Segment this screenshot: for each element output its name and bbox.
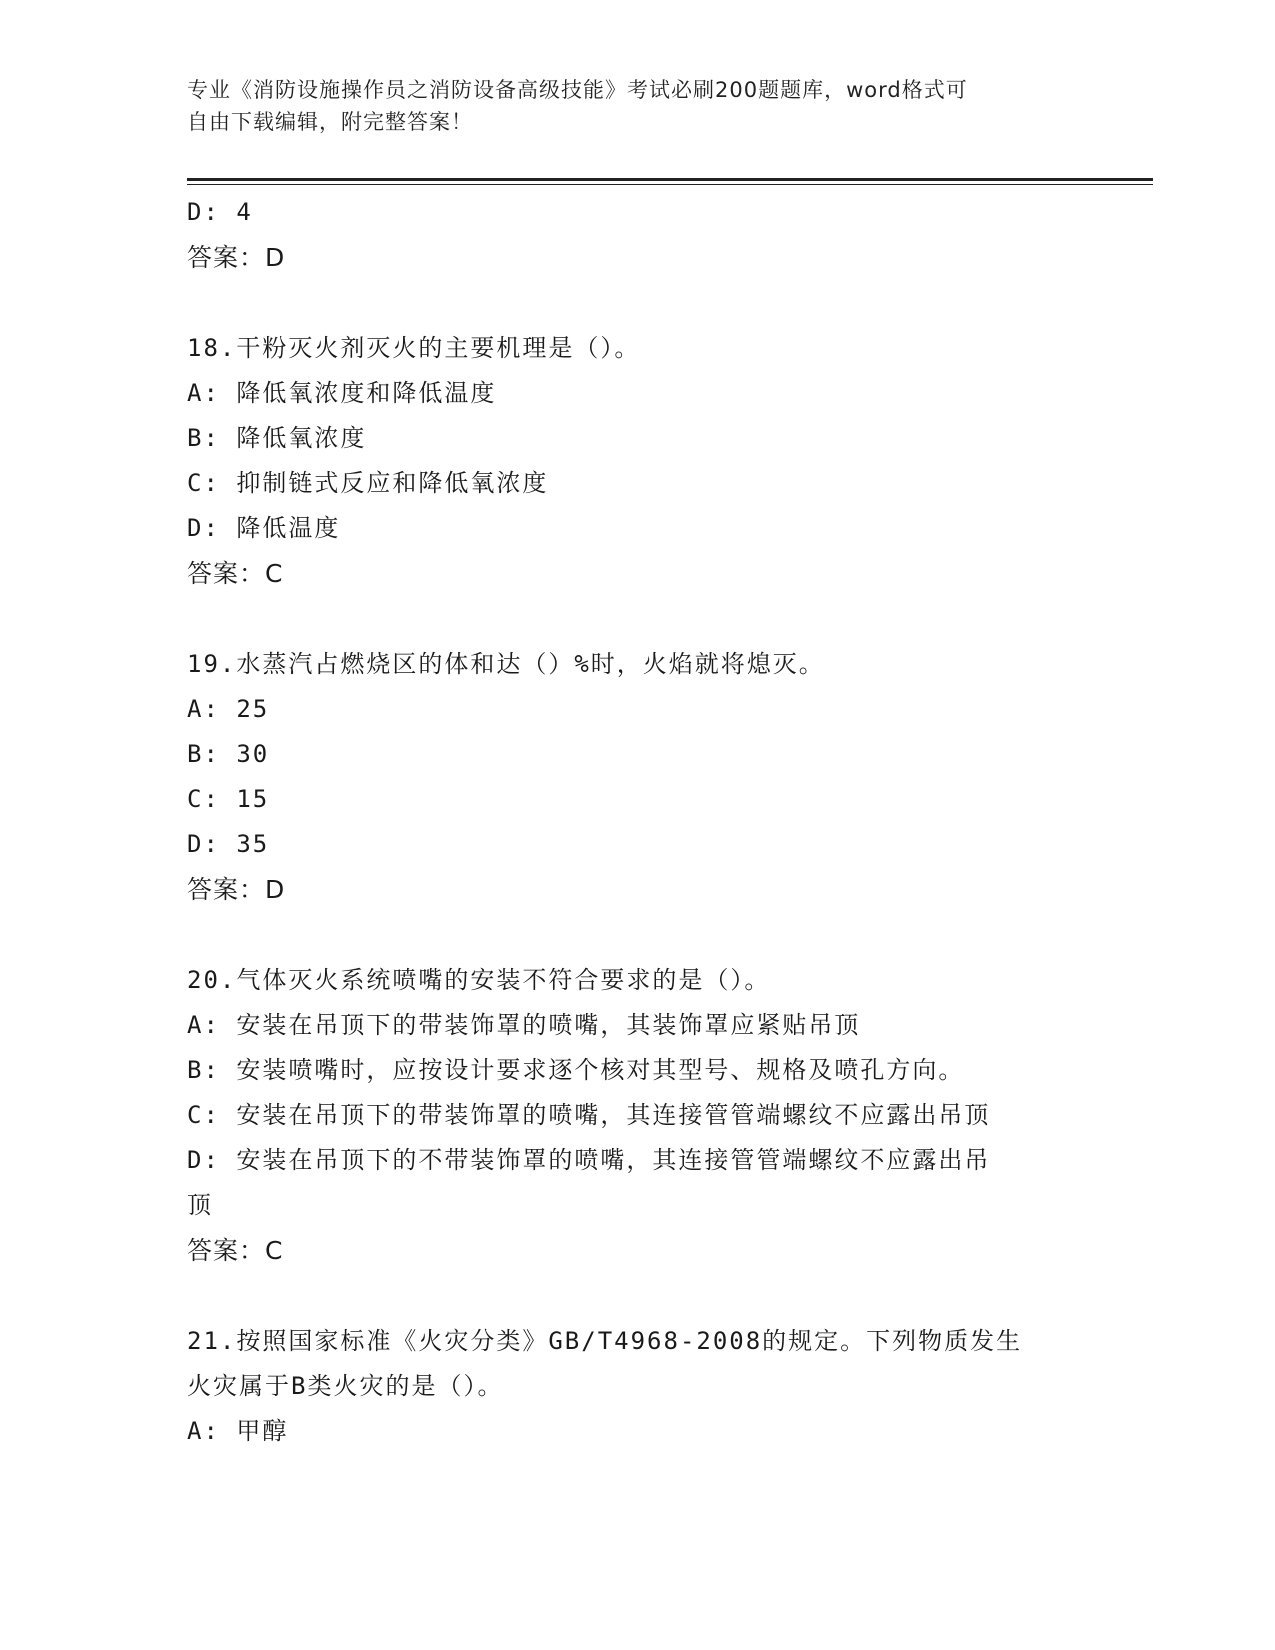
question-18 <box>187 326 1067 596</box>
option-b: B: 30 <box>187 740 270 768</box>
option-b: B: 降低氧浓度 <box>187 424 367 452</box>
header-rule-thick <box>187 178 1153 181</box>
question-text-line-1: 21.按照国家标准《火灾分类》GB/T4968-2008的规定。下列物质发生 <box>187 1327 1023 1355</box>
spacer <box>187 280 1067 326</box>
answer: 答案：D <box>187 875 286 904</box>
question-list <box>187 190 1067 1454</box>
prev-option-d: D: 4 <box>187 198 253 226</box>
question-text: 20.气体灭火系统喷嘴的安装不符合要求的是（）。 <box>187 966 771 994</box>
question-19 <box>187 642 1067 912</box>
spacer <box>187 912 1067 958</box>
option-b: B: 安装喷嘴时，应按设计要求逐个核对其型号、规格及喷孔方向。 <box>187 1056 965 1084</box>
option-d-line-2: 顶 <box>187 1191 213 1219</box>
question-21 <box>187 1319 1067 1454</box>
option-a: A: 降低氧浓度和降低温度 <box>187 379 497 407</box>
option-d: D: 35 <box>187 830 270 858</box>
option-c: C: 抑制链式反应和降低氧浓度 <box>187 469 549 497</box>
answer: 答案：C <box>187 559 284 588</box>
option-d: D: 降低温度 <box>187 514 341 542</box>
option-a: A: 25 <box>187 695 270 723</box>
option-c: C: 15 <box>187 785 270 813</box>
header-line-1: 专业《消防设施操作员之消防设备高级技能》考试必刷200题题库，word格式可 <box>187 78 968 102</box>
option-a: A: 甲醇 <box>187 1417 289 1445</box>
document-header <box>187 74 1067 138</box>
option-d-line-1: D: 安装在吊顶下的不带装饰罩的喷嘴，其连接管管端螺纹不应露出吊 <box>187 1146 991 1174</box>
header-rule-thin <box>187 184 1153 185</box>
option-c: C: 安装在吊顶下的带装饰罩的喷嘴，其连接管管端螺纹不应露出吊顶 <box>187 1101 991 1129</box>
header-line-2: 自由下载编辑，附完整答案！ <box>187 110 473 134</box>
question-text: 18.干粉灭火剂灭火的主要机理是（）。 <box>187 334 641 362</box>
option-a: A: 安装在吊顶下的带装饰罩的喷嘴，其装饰罩应紧贴吊顶 <box>187 1011 861 1039</box>
spacer <box>187 1273 1067 1319</box>
prev-answer: 答案：D <box>187 243 286 272</box>
question-text: 19.水蒸汽占燃烧区的体和达（）%时，火焰就将熄灭。 <box>187 650 825 678</box>
answer: 答案：C <box>187 1236 284 1265</box>
spacer <box>187 596 1067 642</box>
question-text-line-2: 火灾属于B类火灾的是（）。 <box>187 1372 504 1400</box>
question-20 <box>187 958 1067 1273</box>
